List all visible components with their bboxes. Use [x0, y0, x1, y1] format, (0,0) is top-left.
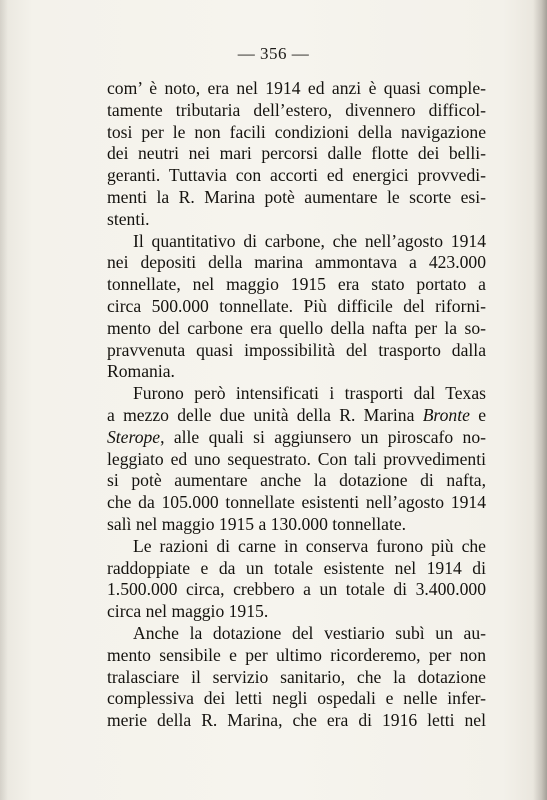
text-line: tamente tributaria dell’estero, divennero difficol- — [107, 99, 486, 120]
text-line: menti la R. Marina potè aumentare le scorte esi- — [107, 186, 486, 207]
text-line: dei neutri nei mari percorsi dalle flotte dei belli- — [107, 143, 486, 164]
spine-shadow — [533, 0, 547, 800]
page-number: — 356 — — [237, 44, 310, 63]
ship-name-italic: Sterope — [107, 426, 161, 447]
text-line: si potè aumentare anche la dotazione di nafta, — [107, 470, 486, 491]
text-line: mento del carbone era quello della nafta per la so- — [107, 317, 486, 338]
text-line: tosi per le non facili condizioni della navigazione — [107, 121, 486, 142]
text-line: leggiato ed uno sequestrato. Con tali provvedimenti — [107, 448, 486, 469]
text-line: stenti. — [107, 208, 150, 229]
text-line: circa nel maggio 1915. — [107, 601, 269, 622]
ship-name-italic: Bronte — [422, 404, 470, 425]
text-line — [107, 405, 486, 427]
text-line: salì nel maggio 1915 a 130.000 tonnellate. — [107, 513, 407, 534]
text-line: tralasciare il servizio sanitario, che la dotazione — [107, 666, 486, 687]
text-line: raddoppiate e da un totale esistente nel 1914 di — [107, 557, 486, 578]
text-line: Romania. — [107, 361, 175, 382]
text-line — [107, 427, 486, 449]
text-line: 1.500.000 circa, crebbero a un totale di 3.400.000 — [107, 579, 486, 600]
text-fragment: a mezzo delle due unità della R. Marina — [107, 404, 415, 425]
text-line: complessiva dei letti negli ospedali e nelle infer- — [107, 688, 486, 709]
text-line: pravvenuta quasi impossibilità del trasporto dalla — [107, 339, 486, 360]
body-text — [107, 78, 486, 732]
text-line: Le razioni di carne in conserva furono più che — [133, 535, 486, 556]
text-line: Furono però intensificati i trasporti dal Texas — [133, 383, 486, 404]
text-line: circa 500.000 tonnellate. Più difficile del riforni- — [107, 295, 486, 316]
text-fragment: , alle quali si aggiunsero un piroscafo no- — [160, 426, 486, 447]
text-line: Il quantitativo di carbone, che nell’agosto 1914 — [133, 230, 486, 251]
text-line: tonnellate, nel maggio 1915 era stato portato a — [107, 274, 486, 295]
text-line: com’ è noto, era nel 1914 ed anzi è quasi comple- — [107, 78, 486, 98]
text-line: che da 105.000 tonnellate esistenti nell’agosto 1914 — [107, 492, 486, 513]
text-line: mento sensibile e per ultimo ricorderemo, per non — [107, 644, 486, 665]
text-fragment: e — [478, 404, 486, 425]
page-edge-shadow — [0, 0, 8, 800]
text-line: Anche la dotazione del vestiario subì un au- — [133, 622, 486, 643]
text-line: merie della R. Marina, che era di 1916 letti nel — [107, 710, 486, 731]
text-line: geranti. Tuttavia con accorti ed energici provvedi- — [107, 165, 486, 186]
text-line: nei depositi della marina ammontava a 423.000 — [107, 252, 486, 273]
